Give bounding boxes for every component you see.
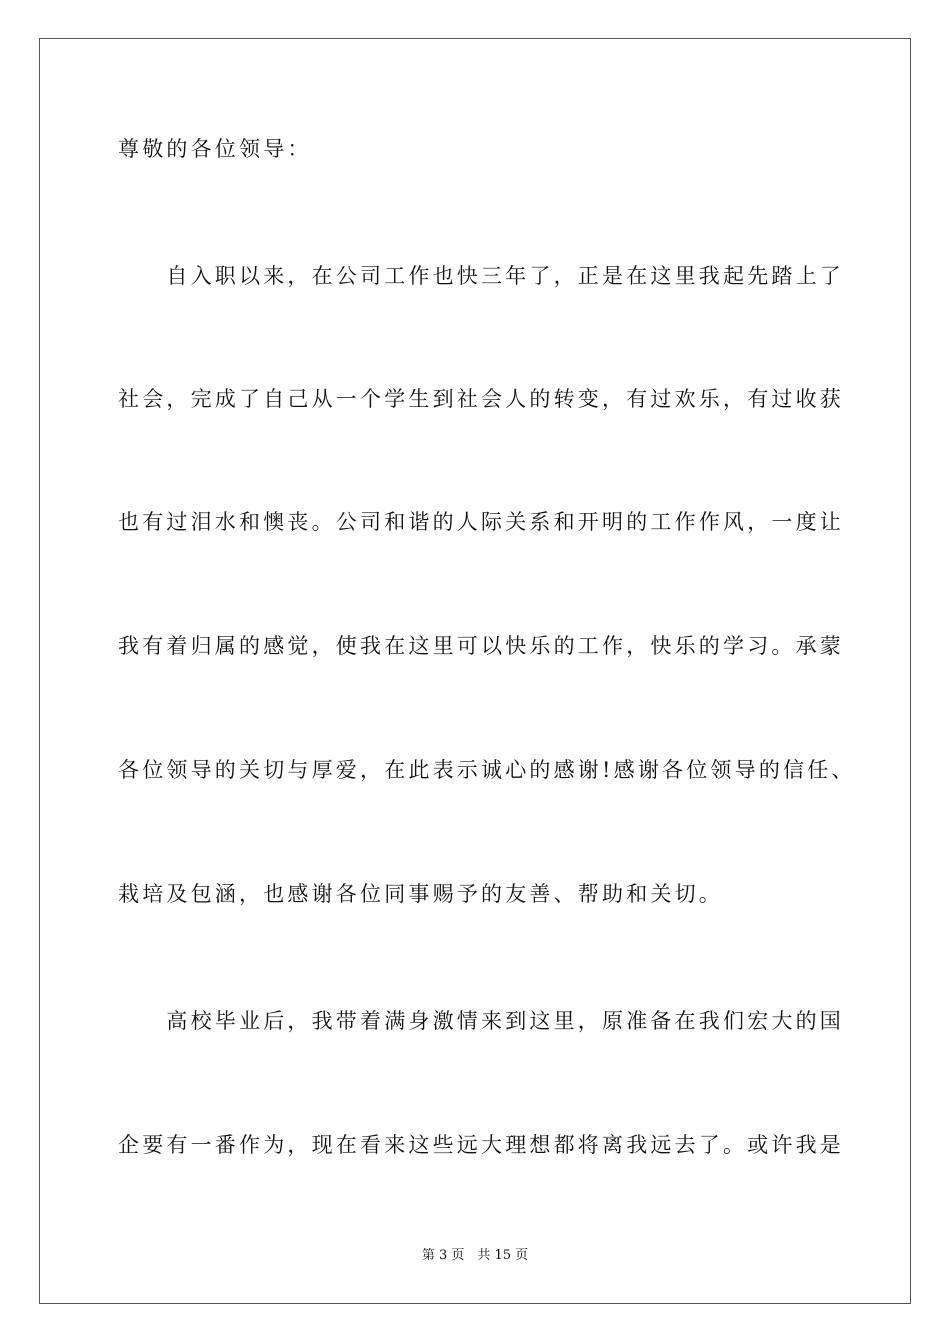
paragraph-line: 我有着归属的感觉，使我在这里可以快乐的工作，快乐的学习。承蒙 bbox=[118, 634, 844, 658]
page-border bbox=[39, 38, 911, 1304]
paragraph-line: 社会，完成了自己从一个学生到社会人的转变，有过欢乐，有过收获 bbox=[118, 387, 844, 411]
paragraph-line: 自入职以来，在公司工作也快三年了，正是在这里我起先踏上了 bbox=[118, 264, 844, 288]
paragraph-line: 也有过泪水和懊丧。公司和谐的人际关系和开明的工作作风，一度让 bbox=[118, 510, 844, 534]
paragraph-line: 栽培及包涵，也感谢各位同事赐予的友善、帮助和关切。 bbox=[118, 882, 723, 906]
paragraph-line: 高校毕业后，我带着满身激情来到这里，原准备在我们宏大的国 bbox=[118, 1009, 844, 1033]
paragraph-line: 企要有一番作为，现在看来这些远大理想都将离我远去了。或许我是 bbox=[118, 1133, 844, 1157]
salutation-line: 尊敬的各位领导： bbox=[118, 137, 312, 161]
paragraph-line: 各位领导的关切与厚爱，在此表示诚心的感谢!感谢各位领导的信任、 bbox=[118, 758, 856, 782]
page-number-footer: 第 3 页 共 15 页 bbox=[421, 1248, 529, 1263]
